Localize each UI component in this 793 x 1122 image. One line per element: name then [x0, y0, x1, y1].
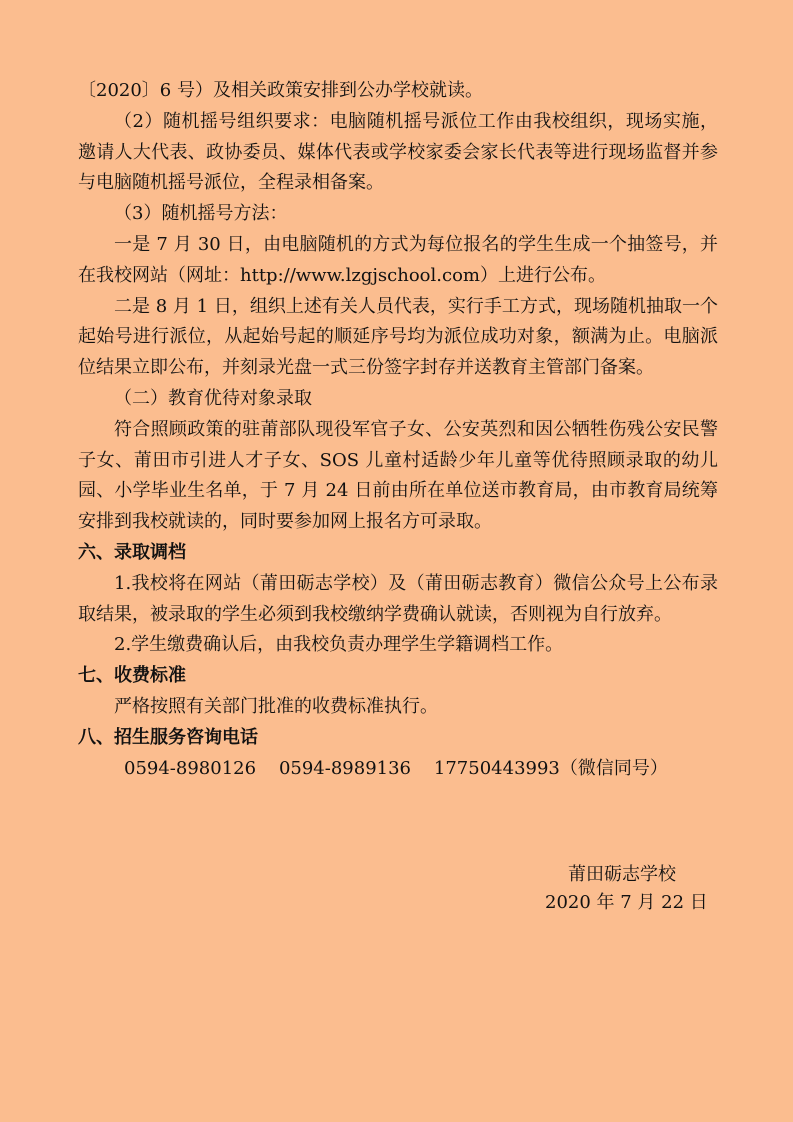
paragraph-admission-records: 2.学生缴费确认后，由我校负责办理学生学籍调档工作。: [114, 634, 564, 656]
paragraph-preferential-policy: 符合照顾政策的驻莆部队现役军官子女、公安英烈和因公牺牲伤残公安民警子女、莆田市引进人才子女、SOS 儿童村适龄少年儿童等优待照顾录取的幼儿园、小学毕业生名单，于 7 月 24 日前由所在单位送市教育局，由市教育局统筹安排到我校就读的，同时要参加网上报名方可录取。: [78, 418, 718, 533]
section-heading-phone: 八、招生服务咨询电话: [78, 726, 258, 748]
signature-date: 2020 年 7 月 22 日: [545, 892, 708, 913]
paragraph-lottery-step-two: 二是 8 月 1 日，组织上述有关人员代表，实行手工方式，现场随机抽取一个起始号进行派位，从起始号起的顺延序号均为派位成功对象，额满为止。电脑派位结果立即公布，并刻录光盘一式三份签字封存并送教育主管部门备案。: [78, 295, 718, 379]
document-body: [78, 76, 718, 784]
section-heading-fees: 七、收费标准: [78, 665, 186, 687]
phone-number: 0594-8989136: [278, 757, 412, 779]
paragraph-preferential-heading: （二）教育优待对象录取: [114, 387, 312, 409]
paragraph-lottery-method-heading: （3）随机摇号方法：: [114, 203, 288, 225]
phone-number: 17750443993（微信同号）: [433, 757, 668, 779]
paragraph-fee-standard: 严格按照有关部门批准的收费标准执行。: [114, 695, 438, 717]
signature-school: 莆田砺志学校: [568, 864, 676, 885]
section-heading-admission: 六、录取调档: [78, 541, 186, 563]
phone-number: 0594-8980126: [124, 757, 257, 779]
paragraph-lottery-step-one: 一是 7 月 30 日，由电脑随机的方式为每位报名的学生生成一个抽签号，并在我校网站（网址：http://www.lzgjschool.com）上进行公布。: [78, 233, 718, 286]
paragraph-lottery-organization: （2）随机摇号组织要求：电脑随机摇号派位工作由我校组织，现场实施，邀请人大代表、政协委员、媒体代表或学校家委会家长代表等进行现场监督并参与电脑随机摇号派位，全程录相备案。: [78, 110, 718, 194]
paragraph-admission-results: 1.我校将在网站（莆田砺志学校）及（莆田砺志教育）微信公众号上公布录取结果，被录取的学生必须到我校缴纳学费确认就读，否则视为自行放弃。: [78, 572, 718, 625]
phone-numbers: [78, 754, 718, 785]
paragraph-policy-continuation: 〔2020〕6 号）及相关政策安排到公办学校就读。: [78, 80, 483, 101]
